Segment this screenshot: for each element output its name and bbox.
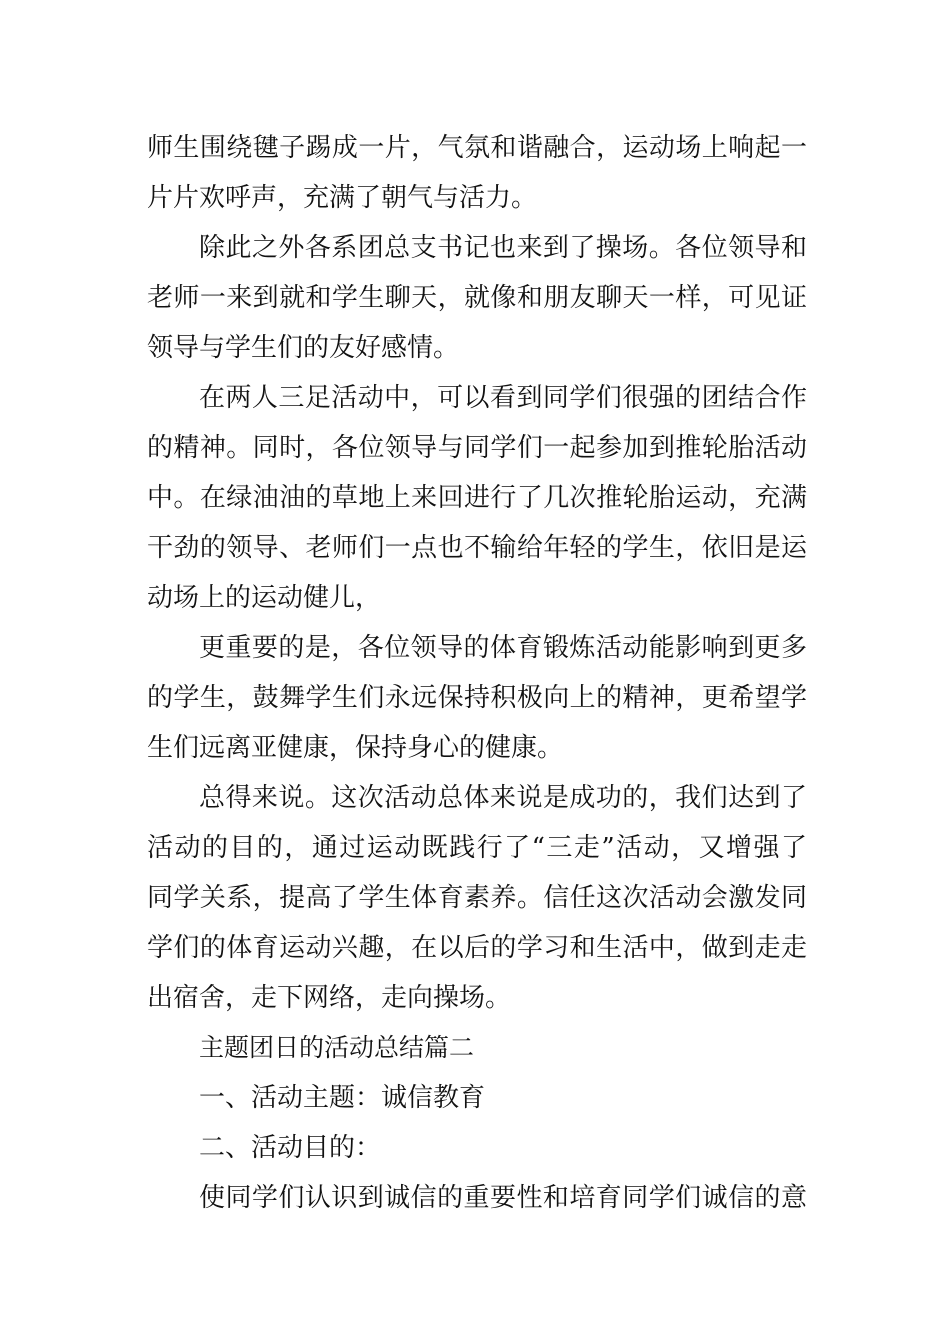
text-line: 活动的目的，通过运动既践行了“三走”活动，又增强了 [147, 833, 807, 863]
text-line: 师生围绕毽子踢成一片，气氛和谐融合，运动场上响起一 [147, 133, 807, 163]
text-line: 中。在绿油油的草地上来回进行了几次推轮胎运动，充满 [147, 483, 807, 513]
text-line: 干劲的领导、老师们一点也不输给年轻的学生，依旧是运 [147, 533, 807, 563]
text-line: 更重要的是，各位领导的体育锻炼活动能影响到更多 [199, 633, 807, 663]
section-heading: 二、活动目的： [199, 1133, 382, 1163]
text-line: 使同学们认识到诚信的重要性和培育同学们诚信的意 [199, 1183, 807, 1213]
text-line: 除此之外各系团总支书记也来到了操场。各位领导和 [199, 233, 807, 263]
text-line: 生们远离亚健康，保持身心的健康。 [147, 733, 564, 763]
text-line: 学们的体育运动兴趣，在以后的学习和生活中，做到走走 [147, 933, 807, 963]
section-heading: 主题团日的活动总结篇二 [199, 1033, 475, 1062]
text-line: 领导与学生们的友好感情。 [147, 333, 460, 363]
section-heading: 一、活动主题：诚信教育 [199, 1083, 486, 1113]
text-line: 老师一来到就和学生聊天，就像和朋友聊天一样，可见证 [147, 283, 807, 313]
text-line: 出宿舍，走下网络，走向操场。 [147, 983, 512, 1013]
text-line: 片片欢呼声，充满了朝气与活力。 [147, 183, 538, 213]
text-line: 的学生，鼓舞学生们永远保持积极向上的精神，更希望学 [147, 683, 807, 713]
text-line: 的精神。同时，各位领导与同学们一起参加到推轮胎活动 [147, 433, 807, 463]
text-line: 动场上的运动健儿， [147, 583, 382, 613]
text-line: 在两人三足活动中，可以看到同学们很强的团结合作 [199, 383, 807, 413]
text-line: 同学关系，提高了学生体育素养。信任这次活动会激发同 [147, 883, 807, 913]
text-line: 总得来说。这次活动总体来说是成功的，我们达到了 [199, 783, 807, 813]
